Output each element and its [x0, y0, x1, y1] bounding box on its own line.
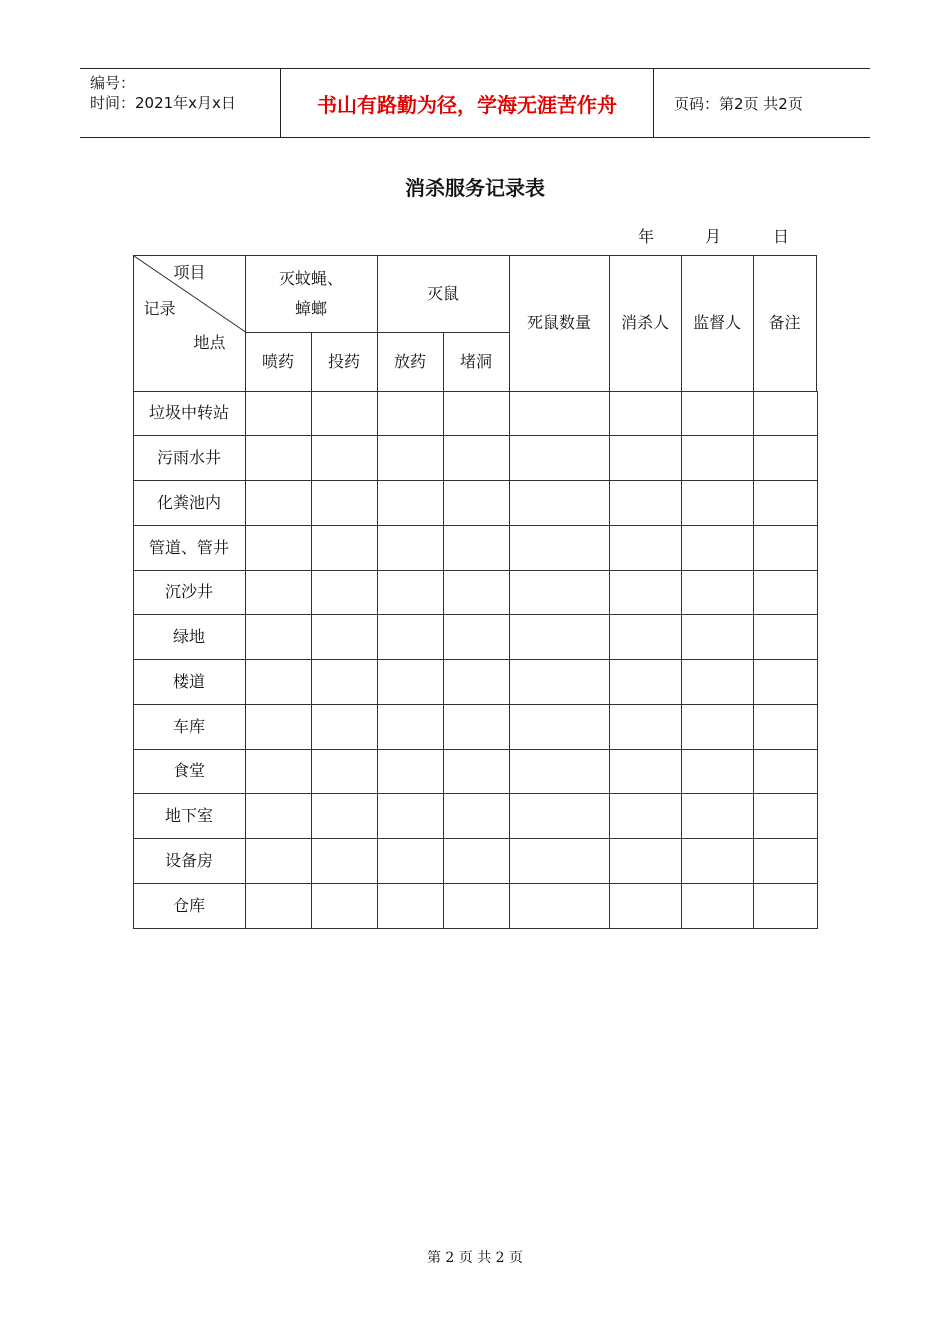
- row-location-label: 污雨水井: [133, 435, 246, 481]
- table-cell-empty: [311, 704, 378, 750]
- table-cell-empty: [609, 480, 682, 526]
- header-meta: [80, 69, 281, 137]
- table-cell-empty: [311, 570, 378, 616]
- date-year-label: 年: [638, 227, 655, 246]
- table-cell-empty: [609, 570, 682, 616]
- table-cell-empty: [753, 525, 818, 571]
- table-cell-empty: [245, 391, 312, 437]
- table-cell-empty: [509, 659, 610, 705]
- table-cell-empty: [245, 525, 312, 571]
- table-cell-empty: [443, 435, 510, 481]
- row-location-label: 管道、管井: [133, 525, 246, 571]
- table-cell-empty: [753, 793, 818, 839]
- table-cell-empty: [245, 659, 312, 705]
- table-cell-empty: [443, 480, 510, 526]
- table-cell-empty: [609, 793, 682, 839]
- table-cell-empty: [753, 614, 818, 660]
- page-info-text: 页码：第2页 共2页: [674, 94, 803, 113]
- table-cell-empty: [609, 525, 682, 571]
- table-cell-empty: [245, 883, 312, 929]
- table-cell-empty: [681, 525, 754, 571]
- table-cell-empty: [377, 838, 444, 884]
- table-cell-empty: [311, 480, 378, 526]
- table-cell-empty: [509, 749, 610, 795]
- document-title: 消杀服务记录表: [405, 176, 545, 200]
- table-cell-empty: [609, 659, 682, 705]
- header-dead-rats: 死鼠数量: [509, 255, 610, 392]
- time-label: 时间：2021年x月x日: [90, 94, 236, 112]
- header-spray: 喷药: [245, 332, 312, 392]
- table-cell-empty: [753, 749, 818, 795]
- header-killer: 消杀人: [609, 255, 682, 392]
- table-cell-empty: [443, 525, 510, 571]
- table-cell-empty: [311, 435, 378, 481]
- table-cell-empty: [311, 838, 378, 884]
- table-cell-empty: [753, 435, 818, 481]
- table-cell-empty: [311, 391, 378, 437]
- row-location-label: 设备房: [133, 838, 246, 884]
- header-motto: 书山有路勤为径，学海无涯苦作舟: [281, 69, 654, 137]
- table-cell-empty: [377, 525, 444, 571]
- table-cell-empty: [681, 659, 754, 705]
- table-cell-empty: [311, 793, 378, 839]
- table-cell-empty: [311, 659, 378, 705]
- table-cell-empty: [509, 480, 610, 526]
- corner-header-cell: [133, 255, 246, 392]
- table-cell-empty: [753, 391, 818, 437]
- table-cell-empty: [509, 525, 610, 571]
- table-cell-empty: [681, 391, 754, 437]
- table-cell-empty: [509, 391, 610, 437]
- table-cell-empty: [377, 480, 444, 526]
- table-cell-empty: [443, 793, 510, 839]
- table-cell-empty: [311, 614, 378, 660]
- table-cell-empty: [443, 749, 510, 795]
- table-cell-empty: [609, 614, 682, 660]
- header-supervisor: 监督人: [681, 255, 754, 392]
- row-location-label: 仓库: [133, 883, 246, 929]
- table-cell-empty: [681, 480, 754, 526]
- row-location-label: 化粪池内: [133, 480, 246, 526]
- table-cell-empty: [311, 883, 378, 929]
- table-cell-empty: [509, 704, 610, 750]
- table-cell-empty: [377, 883, 444, 929]
- table-cell-empty: [245, 570, 312, 616]
- table-cell-empty: [377, 614, 444, 660]
- table-cell-empty: [509, 570, 610, 616]
- date-day-label: 日: [773, 227, 790, 246]
- table-cell-empty: [443, 659, 510, 705]
- table-cell-empty: [443, 614, 510, 660]
- table-cell-empty: [443, 704, 510, 750]
- table-cell-empty: [311, 525, 378, 571]
- table-cell-empty: [443, 883, 510, 929]
- table-cell-empty: [245, 749, 312, 795]
- table-cell-empty: [609, 435, 682, 481]
- row-location-label: 绿地: [133, 614, 246, 660]
- row-location-label: 垃圾中转站: [133, 391, 246, 437]
- table-cell-empty: [443, 570, 510, 616]
- page-header: [80, 68, 870, 138]
- table-cell-empty: [245, 704, 312, 750]
- header-remarks: 备注: [753, 255, 817, 392]
- table-cell-empty: [681, 838, 754, 884]
- table-cell-empty: [681, 749, 754, 795]
- table-cell-empty: [609, 704, 682, 750]
- table-cell-empty: [245, 614, 312, 660]
- table-cell-empty: [377, 793, 444, 839]
- table-cell-empty: [443, 838, 510, 884]
- header-rat-control: 灭鼠: [377, 255, 510, 333]
- row-location-label: 楼道: [133, 659, 246, 705]
- table-cell-empty: [377, 659, 444, 705]
- table-cell-empty: [753, 883, 818, 929]
- table-cell-empty: [509, 883, 610, 929]
- table-cell-empty: [311, 749, 378, 795]
- table-cell-empty: [377, 570, 444, 616]
- page-footer: 第 2 页 共 2 页: [426, 1250, 524, 1266]
- table-cell-empty: [753, 659, 818, 705]
- table-cell-empty: [753, 570, 818, 616]
- table-cell-empty: [609, 749, 682, 795]
- header-mosquito-cockroach: 灭蚊蝇、 蟑螂: [245, 255, 378, 333]
- table-cell-empty: [509, 614, 610, 660]
- header-page-info: [664, 69, 870, 137]
- header-block-holes: 堵洞: [443, 332, 510, 392]
- table-cell-empty: [245, 793, 312, 839]
- row-location-label: 车库: [133, 704, 246, 750]
- table-cell-empty: [753, 838, 818, 884]
- table-cell-empty: [377, 391, 444, 437]
- table-cell-empty: [509, 838, 610, 884]
- table-cell-empty: [245, 480, 312, 526]
- corner-label-record: 记录: [143, 298, 176, 318]
- table-cell-empty: [681, 793, 754, 839]
- table-cell-empty: [681, 883, 754, 929]
- table-cell-empty: [681, 570, 754, 616]
- row-location-label: 地下室: [133, 793, 246, 839]
- table-cell-empty: [443, 391, 510, 437]
- date-month-label: 月: [705, 227, 722, 246]
- row-location-label: 食堂: [133, 749, 246, 795]
- table-cell-empty: [609, 838, 682, 884]
- header-place-bait: 放药: [377, 332, 444, 392]
- table-cell-empty: [377, 435, 444, 481]
- record-table: [133, 255, 817, 927]
- table-cell-empty: [609, 391, 682, 437]
- table-cell-empty: [753, 480, 818, 526]
- table-cell-empty: [509, 435, 610, 481]
- table-cell-empty: [681, 704, 754, 750]
- corner-label-project: 项目: [173, 262, 206, 282]
- table-cell-empty: [609, 883, 682, 929]
- table-cell-empty: [681, 435, 754, 481]
- table-cell-empty: [245, 435, 312, 481]
- header-throw: 投药: [311, 332, 378, 392]
- row-location-label: 沉沙井: [133, 570, 246, 616]
- table-cell-empty: [681, 614, 754, 660]
- table-cell-empty: [245, 838, 312, 884]
- table-cell-empty: [753, 704, 818, 750]
- table-cell-empty: [377, 749, 444, 795]
- table-cell-empty: [377, 704, 444, 750]
- number-label: 编号：: [90, 74, 136, 92]
- table-cell-empty: [509, 793, 610, 839]
- corner-label-location: 地点: [193, 332, 226, 352]
